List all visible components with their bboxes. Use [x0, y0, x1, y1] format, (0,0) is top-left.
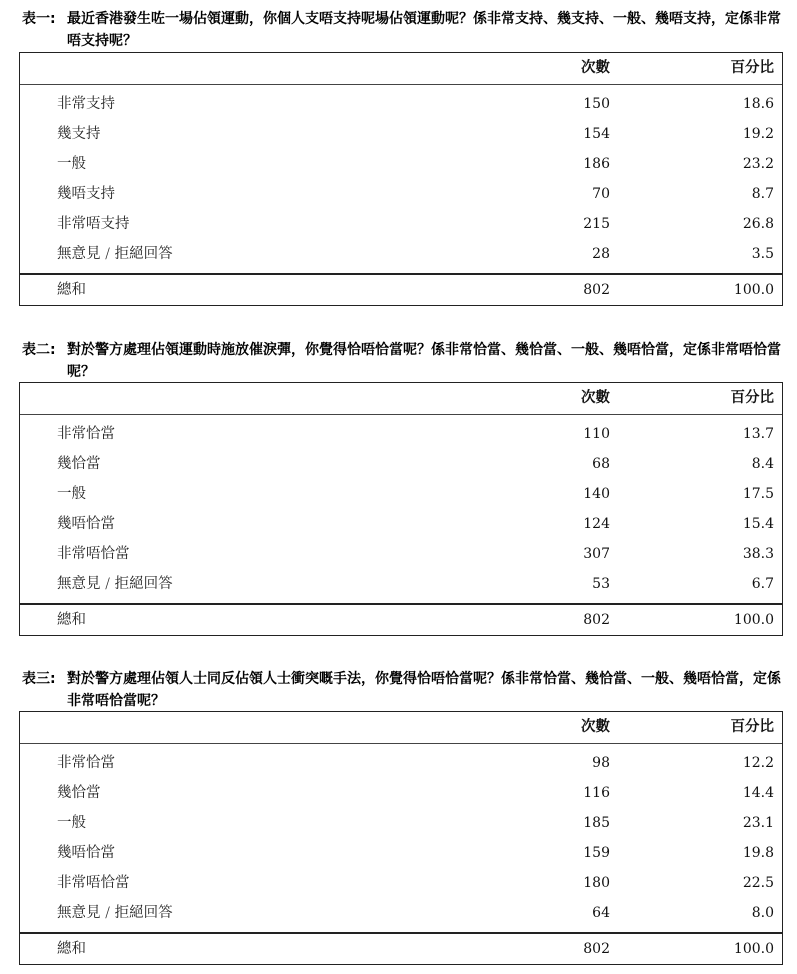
- row-percent: 23.2: [742, 156, 774, 172]
- table-total-row: [20, 603, 782, 635]
- row-count: 124: [583, 516, 610, 532]
- row-count: 180: [583, 875, 610, 891]
- row-count: 215: [583, 216, 610, 232]
- table-row: [20, 898, 782, 928]
- row-count: 116: [583, 785, 610, 801]
- row-count: 98: [592, 755, 610, 771]
- row-label: 非常恰當: [57, 755, 115, 771]
- total-percent: 100.0: [733, 941, 774, 957]
- row-label: 非常唔恰當: [57, 546, 130, 562]
- row-count: 110: [583, 426, 610, 442]
- table-row: [20, 868, 782, 898]
- row-label: 一般: [57, 486, 86, 502]
- table-header-row: [20, 53, 782, 85]
- row-percent: 19.8: [742, 845, 774, 861]
- header-percent: 百分比: [730, 60, 774, 76]
- row-percent: 8.4: [751, 456, 774, 472]
- row-label: 幾唔支持: [57, 186, 115, 202]
- row-label: 非常恰當: [57, 426, 115, 442]
- total-count: 802: [583, 612, 610, 628]
- total-label: 總和: [57, 612, 86, 628]
- table-row: [20, 778, 782, 808]
- row-count: 53: [592, 576, 610, 592]
- row-label: 幾恰當: [57, 456, 101, 472]
- table-total-row: [20, 932, 782, 964]
- row-label: 非常唔恰當: [57, 875, 130, 891]
- row-label: 非常唔支持: [57, 216, 130, 232]
- row-percent: 3.5: [751, 246, 774, 262]
- total-label: 總和: [57, 282, 86, 298]
- row-percent: 12.2: [742, 755, 774, 771]
- header-count: 次數: [581, 60, 610, 76]
- table-row: [20, 509, 782, 539]
- row-count: 185: [583, 815, 610, 831]
- row-percent: 22.5: [742, 875, 774, 891]
- total-count: 802: [583, 282, 610, 298]
- data-table: [19, 711, 783, 965]
- table-caption: [22, 8, 787, 52]
- table-row: [20, 89, 782, 119]
- table-caption: [22, 668, 787, 712]
- row-label: 無意見 / 拒絕回答: [57, 905, 173, 921]
- table-total-row: [20, 273, 782, 305]
- table-question: 對於警方處理佔領運動時施放催淚彈，你覺得恰唔恰當呢？係非常恰當、幾恰當、一般、幾唔恰當，定係非常唔恰當呢？: [67, 342, 781, 380]
- header-percent: 百分比: [730, 390, 774, 406]
- row-percent: 8.0: [751, 905, 774, 921]
- table-row: [20, 748, 782, 778]
- row-percent: 18.6: [742, 96, 774, 112]
- row-percent: 13.7: [742, 426, 774, 442]
- row-label: 無意見 / 拒絕回答: [57, 576, 173, 592]
- table-row: [20, 479, 782, 509]
- row-label: 幾恰當: [57, 785, 101, 801]
- total-label: 總和: [57, 941, 86, 957]
- row-label: 幾唔恰當: [57, 516, 115, 532]
- total-count: 802: [583, 941, 610, 957]
- row-count: 140: [583, 486, 610, 502]
- total-percent: 100.0: [733, 282, 774, 298]
- table-row: [20, 419, 782, 449]
- row-count: 154: [583, 126, 610, 142]
- table-row: [20, 119, 782, 149]
- row-percent: 14.4: [742, 785, 774, 801]
- header-percent: 百分比: [730, 719, 774, 735]
- table-question: 最近香港發生咗一場佔領運動，你個人支唔支持呢場佔領運動呢？係非常支持、幾支持、一般、幾唔支持，定係非常唔支持呢？: [67, 11, 781, 49]
- table-number: 表一:: [22, 11, 56, 27]
- table-row: [20, 149, 782, 179]
- row-percent: 19.2: [742, 126, 774, 142]
- row-percent: 26.8: [742, 216, 774, 232]
- row-count: 307: [583, 546, 610, 562]
- table-header-row: [20, 712, 782, 744]
- table-row: [20, 179, 782, 209]
- table-row: [20, 838, 782, 868]
- table-row: [20, 808, 782, 838]
- header-count: 次數: [581, 390, 610, 406]
- row-count: 68: [592, 456, 610, 472]
- header-count: 次數: [581, 719, 610, 735]
- data-table: [19, 382, 783, 636]
- row-count: 159: [583, 845, 610, 861]
- table-caption: [22, 339, 787, 383]
- row-label: 無意見 / 拒絕回答: [57, 246, 173, 262]
- row-percent: 17.5: [742, 486, 774, 502]
- row-count: 186: [583, 156, 610, 172]
- row-count: 150: [583, 96, 610, 112]
- row-percent: 23.1: [742, 815, 774, 831]
- table-row: [20, 539, 782, 569]
- table-row: [20, 209, 782, 239]
- data-table: [19, 52, 783, 306]
- table-number: 表二:: [22, 342, 56, 358]
- row-label: 一般: [57, 815, 86, 831]
- table-question: 對於警方處理佔領人士同反佔領人士衝突嘅手法，你覺得恰唔恰當呢？係非常恰當、幾恰當、一般、幾唔恰當，定係非常唔恰當呢？: [67, 671, 781, 709]
- table-header-row: [20, 383, 782, 415]
- total-percent: 100.0: [733, 612, 774, 628]
- row-label: 非常支持: [57, 96, 115, 112]
- row-count: 28: [592, 246, 610, 262]
- row-label: 幾支持: [57, 126, 101, 142]
- table-number: 表三:: [22, 671, 56, 687]
- row-percent: 6.7: [751, 576, 774, 592]
- table-row: [20, 569, 782, 599]
- table-row: [20, 449, 782, 479]
- row-count: 70: [592, 186, 610, 202]
- row-label: 一般: [57, 156, 86, 172]
- row-percent: 38.3: [742, 546, 774, 562]
- row-count: 64: [592, 905, 610, 921]
- row-percent: 15.4: [742, 516, 774, 532]
- row-label: 幾唔恰當: [57, 845, 115, 861]
- row-percent: 8.7: [751, 186, 774, 202]
- table-row: [20, 239, 782, 269]
